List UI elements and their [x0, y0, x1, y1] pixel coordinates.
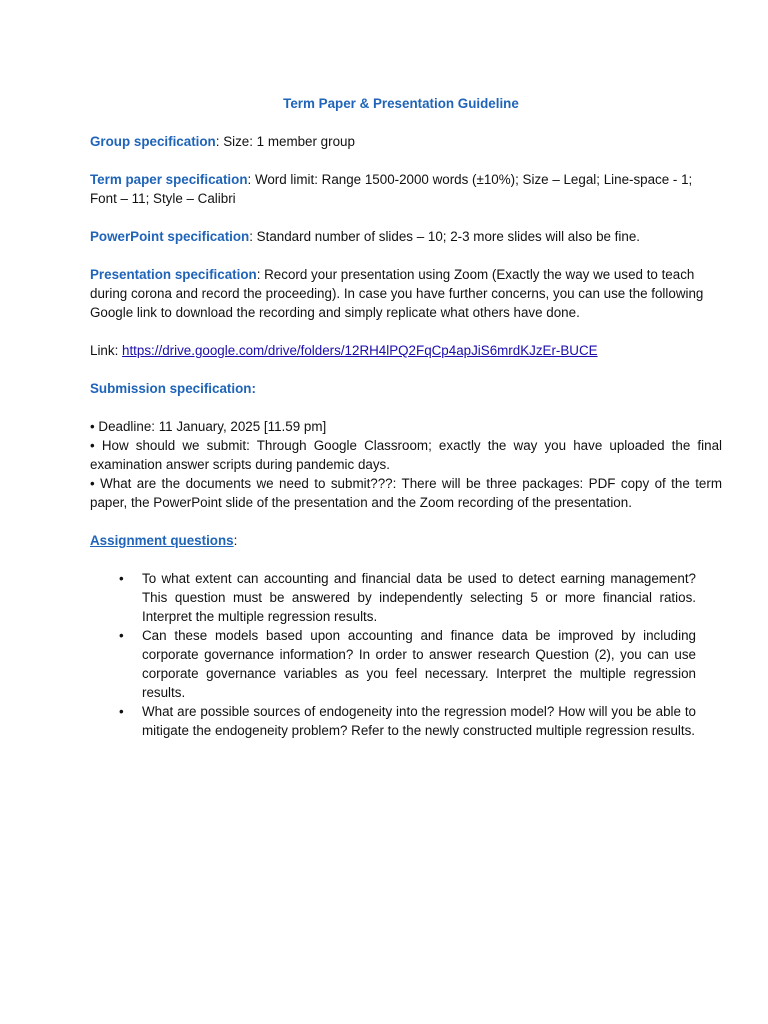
powerpoint-specification-label: PowerPoint specification — [90, 229, 250, 244]
list-item — [90, 569, 722, 626]
question-text: What are possible sources of endogeneity into the regression model? How will you be able to mitigate the endogeneity problem? Refer to the newly constructed multiple regression results. — [142, 704, 696, 738]
bullet-icon: • — [119, 571, 124, 586]
presentation-specification — [90, 265, 722, 322]
submission-item-how: • How should we submit: Through Google Classroom; exactly the way you have uploaded the final examination answer scripts during pandemic days. — [90, 438, 722, 472]
document-title: Term Paper & Presentation Guideline — [283, 96, 519, 111]
presentation-specification-text: : Record your presentation using Zoom (Exactly the way we used to teach during corona and record the proceeding). In case you have further concerns, you can use the following Google link to download the recording and simply replicate what others have done. — [90, 267, 704, 320]
term-paper-specification-text: : Word limit: Range 1500-2000 words (±10%); Size – Legal; Line-space - 1; Font – 11; Style – Calibri — [90, 172, 693, 206]
assignment-heading — [90, 531, 722, 550]
submission-item-deadline: • Deadline: 11 January, 2025 [11.59 pm] — [90, 419, 327, 434]
bullet-icon: • — [119, 704, 124, 719]
term-paper-specification — [90, 170, 722, 208]
term-paper-specification-label: Term paper specification — [90, 172, 248, 187]
presentation-specification-label: Presentation specification — [90, 267, 257, 282]
assignment-questions-label: Assignment questions — [90, 533, 234, 548]
question-text: To what extent can accounting and financial data be used to detect earning management? This question must be answered by independently selecting 5 or more financial ratios. Interpret the multiple regression results. — [142, 571, 696, 624]
assignment-questions-list — [90, 569, 722, 740]
list-item — [90, 626, 722, 702]
google-drive-link[interactable]: https://drive.google.com/drive/folders/12RH4lPQ2FqCp4apJiS6mrdKJzEr-BUCE — [122, 343, 598, 358]
list-item — [90, 702, 722, 740]
submission-item-documents: • What are the documents we need to submit???: There will be three packages: PDF copy of the term paper, the PowerPoint slide of the presentation and the Zoom recording of the presentation. — [90, 476, 722, 510]
powerpoint-specification-text: : Standard number of slides – 10; 2-3 more slides will also be fine. — [249, 229, 640, 244]
submission-list — [90, 417, 722, 512]
group-specification-text: : Size: 1 member group — [215, 134, 355, 149]
link-line — [90, 341, 722, 360]
group-specification-label: Group specification — [90, 134, 216, 149]
submission-heading — [90, 379, 722, 398]
link-prefix: Link: — [90, 343, 123, 358]
powerpoint-specification — [90, 227, 722, 246]
assignment-colon: : — [233, 533, 238, 548]
group-specification — [90, 132, 722, 151]
bullet-icon: • — [119, 628, 124, 643]
question-text: Can these models based upon accounting and finance data be improved by including corporate governance information? In order to answer research Question (2), you can use corporate governance variables as you feel necessary. Interpret the multiple regression results. — [142, 628, 696, 700]
submission-specification-label: Submission specification: — [90, 381, 256, 396]
